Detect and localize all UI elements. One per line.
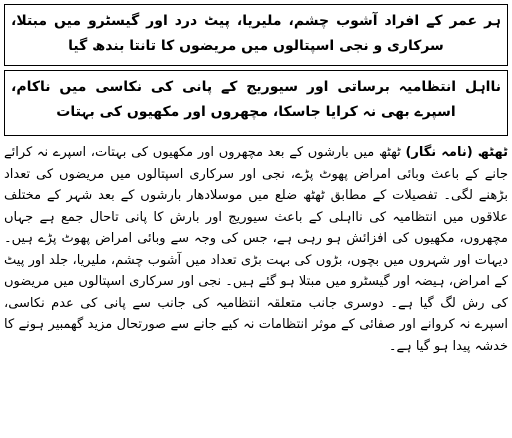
article-body <box>4 142 508 357</box>
headline-2: نااہل انتظامیہ برساتی اور سیوریج کے پانی کی نکاسی میں ناکام، اسپرے بھی نہ کرایا جاسکا، مچھروں اور مکھیوں کی بہتات <box>11 79 501 120</box>
headline-box-1 <box>4 4 508 66</box>
article-paragraph <box>4 142 508 357</box>
news-clipping <box>4 4 508 434</box>
headline-box-2 <box>4 70 508 136</box>
dateline: ٹھٹھ (نامہ نگار) <box>405 145 508 160</box>
headline-1: ہر عمر کے افراد آشوب چشم، ملیریا، پیٹ درد اور گیسٹرو میں مبتلا، سرکاری و نجی اسپتالوں میں مریضوں کا تانتا بندھ گیا <box>11 13 501 54</box>
article-text: ٹھٹھ میں بارشوں کے بعد مچھروں اور مکھیوں کی بہتات، اسپرے نہ کرائے جانے کے باعث وبائی امراض پھوٹ پڑے، نجی اور سرکاری اسپتالوں میں مریضوں کی تعداد بڑھنے لگی۔ تفصیلات کے مطابق ٹھٹھ ضلع میں موسلادھار بارشوں کے بعد شہر کے مختلف علاقوں میں انتظامیہ کی نااہلی کے باعث سیوریج اور بارش کا پانی تاحال جمع ہے جہاں مچھروں، مکھیوں کی افزائش ہو رہی ہے، جس کی وجہ سے وبائی امراض پھوٹ پڑے ہیں۔ دیہات اور شہروں میں بچوں، بڑوں کی بہت بڑی تعداد میں آشوب چشم، ملیریا، جلد اور پیٹ کے امراض، ہیضہ اور گیسٹرو میں مبتلا ہو گئے ہیں۔ نجی اور سرکاری اسپتالوں میں مریضوں کی رش لگ گیا ہے۔ دوسری جانب متعلقہ انتظامیہ کی جانب سے پانی کی عدم نکاسی، اسپرے نہ کروانے اور صفائی کے موثر انتظامات نہ کیے جانے سے صورتحال مزید گھمبیر ہونے کا خدشہ پیدا ہو گیا ہے۔ <box>4 145 508 354</box>
